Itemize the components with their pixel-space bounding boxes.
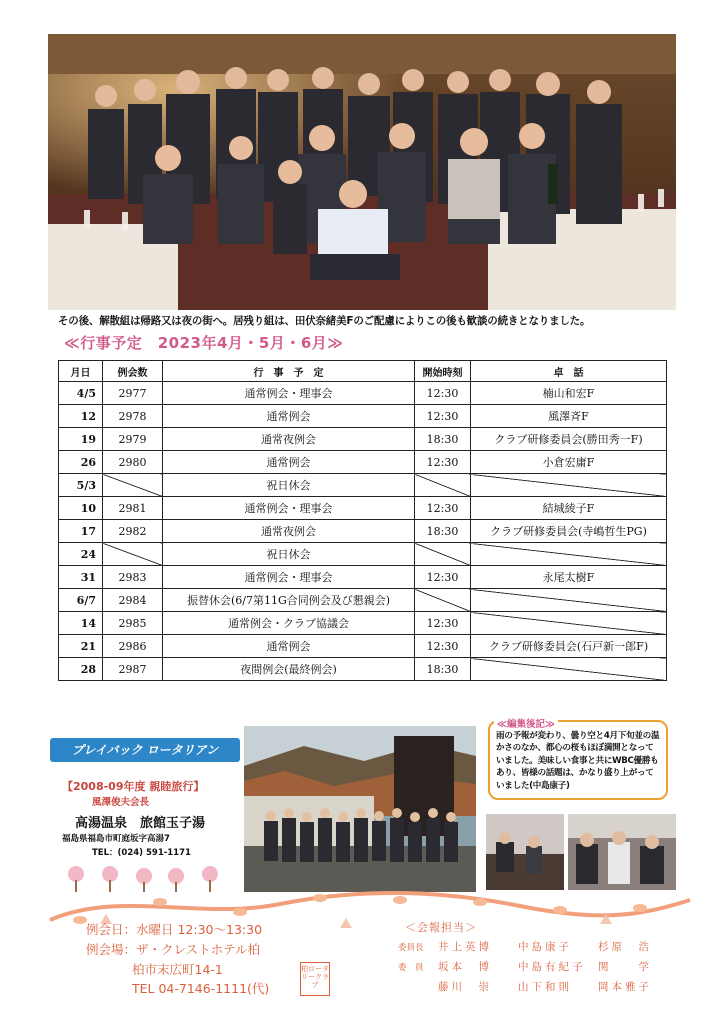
banquet-group-photo [48, 34, 676, 310]
row-speech: クラブ研修委員会(寺嶋哲生PG) [471, 520, 667, 543]
col-header-start-time: 開始時刻 [415, 361, 471, 382]
row-start-time [415, 474, 471, 497]
row-meeting-number: 2978 [103, 405, 163, 428]
row-meeting-number: 2986 [103, 635, 163, 658]
table-row [59, 497, 667, 520]
row-meeting-number: 2977 [103, 382, 163, 405]
playback-phone: TEL：(024) 591-1171 [92, 848, 191, 858]
club-seal-stamp: 柏ロータリークラブ [300, 962, 330, 996]
row-event: 通常例会 [163, 451, 415, 474]
staff-row [398, 959, 678, 974]
row-start-time: 12:30 [415, 612, 471, 635]
row-date: 31 [59, 566, 103, 589]
row-speech [471, 658, 667, 681]
row-start-time: 12:30 [415, 405, 471, 428]
row-speech [471, 543, 667, 566]
editor-note-text: 雨の予報が変わり、曇り空と4月下旬並の温かさのなか、都心の桜もほぼ満開となっていました。美味しい食事と共にWBC優勝もあり、皆様の話題は、かなり盛り上がっていました(中島康子) [496, 731, 660, 791]
row-date: 26 [59, 451, 103, 474]
meeting-address: 柏市末広町14-1 [132, 962, 223, 977]
row-event: 通常例会・理事会 [163, 382, 415, 405]
staff-name: 井上英博 [438, 941, 492, 953]
row-start-time [415, 589, 471, 612]
staff-role: 委員長 [398, 943, 424, 953]
row-event: 祝日休会 [163, 543, 415, 566]
staff-name: 関 学 [598, 961, 652, 973]
row-start-time: 12:30 [415, 635, 471, 658]
row-date: 4/5 [59, 382, 103, 405]
table-row [59, 520, 667, 543]
row-event: 通常例会 [163, 405, 415, 428]
row-event: 通常例会・理事会 [163, 497, 415, 520]
editor-note-title: ≪編集後記≫ [494, 716, 558, 730]
row-date: 14 [59, 612, 103, 635]
playback-host: 風澤俊夫会長 [92, 797, 150, 808]
row-start-time [415, 543, 471, 566]
schedule-title: ≪行事予定 2023年4月・5月・6月≫ [64, 334, 344, 352]
staff-row [398, 979, 678, 994]
col-header-event: 行 事 予 定 [163, 361, 415, 382]
row-meeting-number: 2984 [103, 589, 163, 612]
staff-role: 委 員 [398, 963, 424, 973]
table-row [59, 428, 667, 451]
table-row [59, 382, 667, 405]
row-event: 通常例会・理事会 [163, 566, 415, 589]
staff-name: 藤川 崇 [438, 981, 492, 993]
row-date: 10 [59, 497, 103, 520]
row-meeting-number: 2981 [103, 497, 163, 520]
table-row [59, 451, 667, 474]
col-header-meeting-number: 例会数 [103, 361, 163, 382]
row-start-time: 18:30 [415, 658, 471, 681]
table-row [59, 543, 667, 566]
row-event: 通常夜例会 [163, 520, 415, 543]
row-speech [471, 474, 667, 497]
staff-name: 杉原 浩 [598, 941, 652, 953]
row-speech [471, 589, 667, 612]
row-meeting-number [103, 474, 163, 497]
schedule-table [58, 360, 667, 681]
row-date: 19 [59, 428, 103, 451]
col-header-date: 月日 [59, 361, 103, 382]
row-speech: 楠山和宏F [471, 382, 667, 405]
table-row [59, 405, 667, 428]
row-meeting-number: 2985 [103, 612, 163, 635]
playback-address: 福島県福島市町庭坂字高湯7 [62, 834, 170, 844]
playback-banner: プレイバック ロータリアン [50, 738, 240, 762]
row-start-time: 18:30 [415, 520, 471, 543]
row-meeting-number: 2979 [103, 428, 163, 451]
row-start-time: 12:30 [415, 382, 471, 405]
row-meeting-number: 2982 [103, 520, 163, 543]
staff-name: 岡本雅子 [598, 981, 652, 993]
row-date: 21 [59, 635, 103, 658]
row-meeting-number: 2983 [103, 566, 163, 589]
row-start-time: 18:30 [415, 428, 471, 451]
staff-name: 中島有紀子 [518, 961, 586, 973]
table-row [59, 474, 667, 497]
row-date: 24 [59, 543, 103, 566]
row-date: 6/7 [59, 589, 103, 612]
row-start-time: 12:30 [415, 566, 471, 589]
editorial-staff-title: ＜会報担当＞ [405, 921, 477, 934]
party-photo-1 [486, 814, 564, 890]
meeting-venue: 例会場：ザ・クレストホテル柏 [86, 942, 261, 957]
playback-venue: 高湯温泉 旅館玉子湯 [75, 816, 206, 831]
row-date: 12 [59, 405, 103, 428]
row-meeting-number: 2987 [103, 658, 163, 681]
meeting-phone: TEL 04-7146-1111(代) [132, 981, 270, 996]
staff-name: 中島康子 [518, 941, 572, 953]
table-row [59, 589, 667, 612]
row-event: 通常夜例会 [163, 428, 415, 451]
row-speech [471, 612, 667, 635]
table-row [59, 658, 667, 681]
playback-subtitle: 【2008-09年度 親睦旅行】 [62, 780, 205, 793]
photo-caption: その後、解散組は帰路又は夜の街へ。居残り組は、田伏奈緒美Fのご配慮によりこの後も歓談の続きとなりました。 [58, 315, 591, 327]
row-date: 28 [59, 658, 103, 681]
meeting-day: 例会日：水曜日 12:30～13:30 [86, 922, 263, 937]
row-start-time: 12:30 [415, 497, 471, 520]
row-event: 祝日休会 [163, 474, 415, 497]
row-event: 通常例会 [163, 635, 415, 658]
staff-name: 坂本 博 [438, 961, 492, 973]
row-event: 通常例会・クラブ協議会 [163, 612, 415, 635]
row-speech: 風澤斉F [471, 405, 667, 428]
onsen-trip-group-photo [244, 726, 476, 892]
row-speech: 結城綾子F [471, 497, 667, 520]
row-speech: 永尾太樹F [471, 566, 667, 589]
row-speech: 小倉宏庸F [471, 451, 667, 474]
party-photo-2 [568, 814, 676, 890]
row-speech: クラブ研修委員会(石戸新一郎F) [471, 635, 667, 658]
staff-row [398, 939, 678, 954]
staff-name: 山下和則 [518, 981, 572, 993]
row-meeting-number: 2980 [103, 451, 163, 474]
table-row [59, 566, 667, 589]
row-event: 振替休会(6/7第11G合同例会及び懇親会) [163, 589, 415, 612]
row-start-time: 12:30 [415, 451, 471, 474]
row-speech: クラブ研修委員会(勝田秀一F) [471, 428, 667, 451]
table-row [59, 635, 667, 658]
row-event: 夜間例会(最終例会) [163, 658, 415, 681]
row-meeting-number [103, 543, 163, 566]
row-date: 17 [59, 520, 103, 543]
table-row [59, 612, 667, 635]
row-date: 5/3 [59, 474, 103, 497]
col-header-speech: 卓 話 [471, 361, 667, 382]
schedule-header-row [59, 361, 667, 382]
